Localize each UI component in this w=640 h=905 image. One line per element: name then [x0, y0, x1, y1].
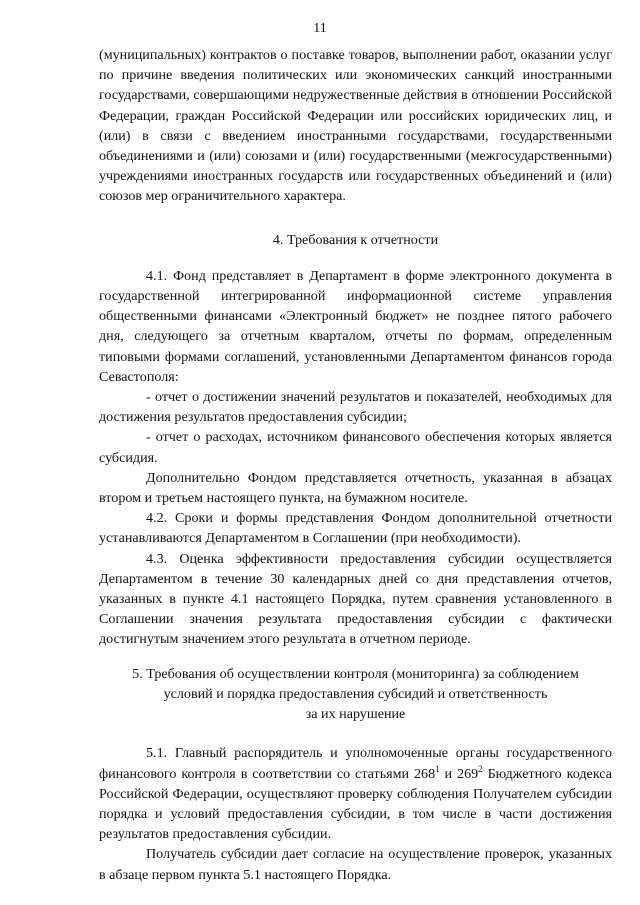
page-number: 11	[313, 21, 327, 36]
paragraph-4-3: 4.3. Оценка эффективности предоставления субсидии осуществляется Департаментом в течение 30 календарных дней со дня представления отчетов, указанных в пункте 4.1 настоящего Порядка, путем сравнения установленного в Соглашении значения результата предоставления субсидии с фактически достигнутым значением этого результата в отчетном периоде.	[99, 550, 612, 648]
section-4-title: 4. Требования к отчетности	[272, 231, 439, 248]
bullet-report-results: - отчет о достижении значений результатов и показателей, необходимых для достижения результатов предоставления субсидии;	[99, 389, 612, 426]
bullet-report-expenses: - отчет о расходах, источником финансового обеспечения которых является субсидия.	[99, 429, 612, 466]
paragraph-4-1-additional: Дополнительно Фондом представляется отчетность, указанная в абзацах втором и третьем настоящего пункта, на бумажном носителе.	[99, 469, 612, 507]
document-body	[99, 45, 612, 885]
section-5-title	[99, 664, 612, 725]
paragraph-4-1: 4.1. Фонд представляет в Департамент в форме электронного документа в государственной интегрированной информационной системе управления общественными финансами «Электронный бюджет» не позднее пятого рабочего дня, следующего за отчетным кварталом, отчеты по формам, определенным типовыми формами соглашений, установленными Департаментом финансов города Севастополя:	[99, 267, 612, 385]
article-269-superscript: 2	[478, 763, 483, 774]
paragraph-4-2: 4.2. Сроки и формы представления Фондом дополнительной отчетности устанавливаются Департаментом в Соглашении (при необходимости).	[99, 510, 612, 547]
paragraph-5-1-part-1: 5.1. Главный распорядитель и уполномоченные органы государственного финансового контроля в соответствии со статьями 268	[99, 745, 612, 782]
section-5-title-line-2: условий и порядка предоставления субсидий и ответственность	[163, 685, 548, 702]
intro-paragraph: (муниципальных) контрактов о поставке товаров, выполнении работ, оказании услуг по причине введения политических или экономических санкций иностранными государствами, совершающими недружественные действия в отношении Российской Федерации, граждан Российской Федерации или российских юридических лиц, и (или) в связи с введением иностранными государствами, государственными объединениями и (или) союзами и (или) государственными (межгосударственными) учреждениями иностранных государств или государственных объединений и (или) союзов мер ограничительного характера.	[99, 47, 612, 205]
paragraph-5-1-part-2: и 269	[439, 765, 479, 782]
paragraph-5-1	[99, 743, 612, 844]
section-5-title-line-1: 5. Требования об осуществлении контроля (мониторинга) за соблюдением	[132, 665, 579, 682]
article-268-superscript: 1	[435, 763, 440, 774]
paragraph-5-1-part-3: Бюджетного кодекса Российской Федерации, осуществляют проверку соблюдения Получателем субсидии порядка и условий предоставления субсидии, в том числе в части достижения результатов предоставления субсидии.	[99, 765, 612, 843]
section-5-title-line-3: за их нарушение	[305, 706, 406, 723]
paragraph-5-1-consent: Получатель субсидии дает согласие на осуществление проверок, указанных в абзаце первом пункта 5.1 настоящего Порядка.	[99, 846, 612, 883]
